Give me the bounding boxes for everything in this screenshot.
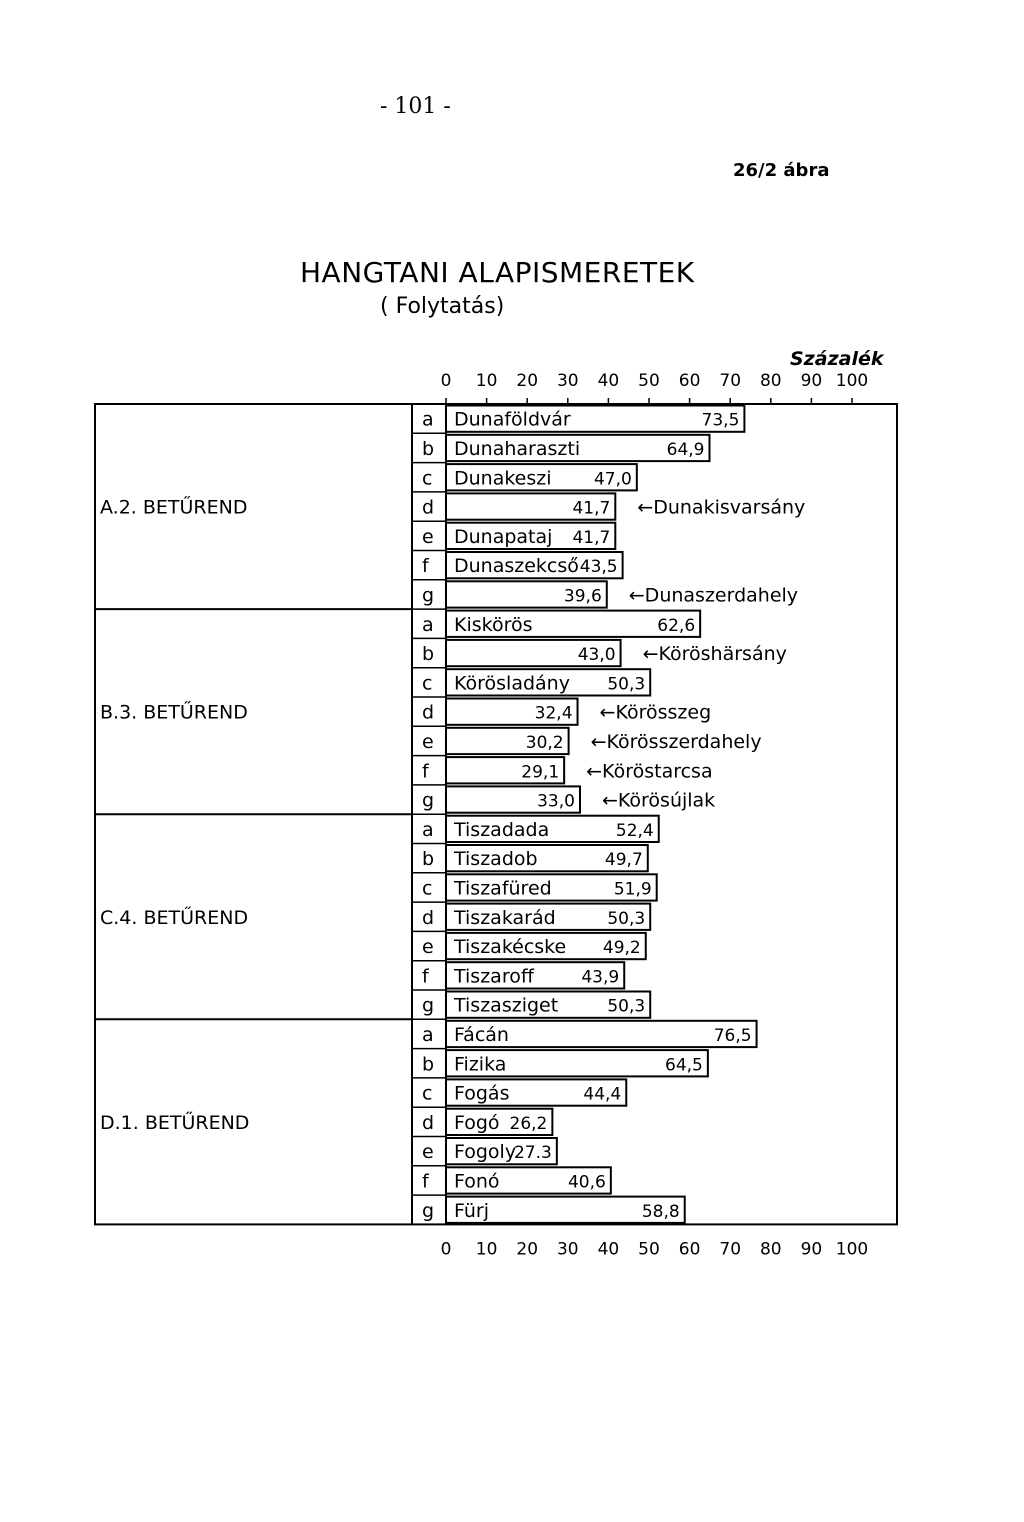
x-tick-label-top: 20 bbox=[516, 371, 539, 391]
x-tick-label-bottom: 100 bbox=[835, 1239, 869, 1260]
group-label: D.1. BETŰREND bbox=[100, 1111, 250, 1134]
x-tick-label-bottom: 80 bbox=[759, 1239, 782, 1260]
x-tick-label-bottom: 40 bbox=[597, 1239, 620, 1260]
x-tick-label-top: 40 bbox=[597, 371, 620, 391]
row-letter: a bbox=[422, 613, 434, 636]
bar-name-outside: ←Köröstarcsa bbox=[586, 760, 713, 783]
bar-value-label: 30,2 bbox=[525, 732, 564, 753]
bar-value-label: 64,9 bbox=[666, 439, 705, 460]
row-letter: g bbox=[422, 584, 435, 607]
bar-value-label: 40,6 bbox=[567, 1172, 606, 1193]
x-tick-label-top: 30 bbox=[556, 371, 579, 391]
bar-value-label: 51,9 bbox=[613, 879, 652, 900]
row-letter: a bbox=[422, 408, 434, 431]
bar-name-outside: ←Körösújlak bbox=[601, 789, 716, 812]
x-tick-label-bottom: 60 bbox=[678, 1239, 701, 1260]
bar-name-outside: ←Körösszeg bbox=[599, 701, 712, 724]
bar-value-label: 50,3 bbox=[607, 674, 646, 695]
bar-name-outside: ←Dunakisvarsány bbox=[637, 496, 806, 519]
bar-name-label: Fürj bbox=[454, 1199, 490, 1222]
bar-name-label: Tiszakécske bbox=[454, 936, 567, 959]
row-letter: e bbox=[422, 1141, 434, 1164]
bar-value-label: 41,7 bbox=[572, 527, 611, 548]
bar-name-label: Dunakeszi bbox=[454, 467, 552, 490]
row-letter: f bbox=[422, 965, 429, 988]
row-letter: d bbox=[422, 1111, 435, 1134]
row-letter: g bbox=[422, 994, 435, 1017]
bar-value-label: 43,5 bbox=[579, 557, 618, 578]
bar-name-label: Dunaföldvár bbox=[454, 408, 571, 431]
bar-value-label: 49,2 bbox=[602, 938, 641, 959]
row-letter: b bbox=[422, 1053, 435, 1076]
bar-name-label: Kiskörös bbox=[454, 613, 533, 636]
x-tick-label-top: 90 bbox=[800, 371, 823, 391]
bar-value-label: 73,5 bbox=[701, 410, 740, 431]
bar-name-label: Fogás bbox=[454, 1082, 510, 1105]
bar-name-label: Tiszadada bbox=[454, 818, 550, 841]
bar-value-label: 76,5 bbox=[713, 1025, 752, 1046]
page-number: - 101 - bbox=[380, 94, 451, 119]
bar-name-label: Fogó bbox=[454, 1111, 500, 1134]
chart-title: HANGTANI ALAPISMERETEK bbox=[300, 256, 695, 289]
x-tick-label-top: 70 bbox=[719, 371, 742, 391]
x-tick-label-bottom: 50 bbox=[638, 1239, 660, 1260]
x-tick-label-top: 0 bbox=[440, 371, 452, 391]
x-tick-label-top: 50 bbox=[638, 371, 660, 391]
bar-name-outside: ←Köröshärsány bbox=[642, 643, 787, 666]
x-tick-label-bottom: 70 bbox=[719, 1239, 742, 1260]
bar-value-label: 52,4 bbox=[615, 820, 654, 841]
bar-value-label: 27.3 bbox=[513, 1143, 552, 1164]
row-letter: a bbox=[422, 1023, 434, 1046]
row-letter: e bbox=[422, 525, 434, 548]
row-letter: d bbox=[422, 906, 435, 929]
x-tick-label-bottom: 10 bbox=[475, 1239, 498, 1260]
row-letter: f bbox=[422, 555, 429, 578]
bar-value-label: 64,5 bbox=[665, 1055, 703, 1076]
x-tick-label-bottom: 0 bbox=[440, 1239, 452, 1260]
bar-name-label: Tiszaroff bbox=[454, 965, 534, 988]
bar-name-label: Fogoly bbox=[454, 1141, 517, 1164]
bar-value-label: 32,4 bbox=[534, 703, 573, 724]
group-label: C.4. BETŰREND bbox=[100, 906, 249, 929]
row-letter: c bbox=[422, 672, 433, 695]
bar-name-outside: ←Körösszerdahely bbox=[590, 730, 762, 753]
bar-value-label: 39,6 bbox=[563, 586, 602, 607]
bar-name-outside: ←Dunaszerdahely bbox=[628, 584, 799, 607]
bar-name-label: Tiszafüred bbox=[454, 877, 552, 900]
unit-label: Százalék bbox=[790, 348, 884, 370]
bar-name-label: Tiszasziget bbox=[454, 994, 559, 1017]
bar-value-label: 44,4 bbox=[583, 1084, 622, 1105]
row-letter: g bbox=[422, 1199, 435, 1222]
row-letter: b bbox=[422, 437, 435, 460]
bar-value-label: 29,1 bbox=[521, 762, 560, 783]
x-tick-label-bottom: 90 bbox=[800, 1239, 823, 1260]
row-letter: g bbox=[422, 789, 435, 812]
row-letter: b bbox=[422, 848, 435, 871]
row-letter: a bbox=[422, 818, 434, 841]
x-tick-label-bottom: 20 bbox=[516, 1239, 539, 1260]
row-letter: f bbox=[422, 760, 429, 783]
row-letter: e bbox=[422, 936, 434, 959]
row-letter: f bbox=[422, 1170, 429, 1193]
bar-value-label: 33,0 bbox=[537, 791, 575, 812]
bar-value-label: 58,8 bbox=[641, 1201, 680, 1222]
bar-value-label: 50,3 bbox=[607, 996, 646, 1017]
row-letter: d bbox=[422, 701, 435, 724]
x-tick-label-top: 100 bbox=[835, 371, 869, 391]
row-letter: e bbox=[422, 730, 434, 753]
x-tick-label-top: 80 bbox=[759, 371, 782, 391]
row-letter: b bbox=[422, 643, 435, 666]
bar-name-label: Fonó bbox=[454, 1170, 500, 1193]
bar-name-label: Tiszadob bbox=[454, 848, 538, 871]
bar-name-label: Tiszakarád bbox=[454, 906, 556, 929]
bar-value-label: 62,6 bbox=[657, 615, 696, 636]
chart-subtitle: ( Folytatás) bbox=[380, 294, 505, 319]
x-tick-label-top: 60 bbox=[678, 371, 701, 391]
bar-value-label: 43,9 bbox=[581, 967, 620, 988]
figure-label: 26/2 ábra bbox=[733, 160, 830, 181]
bar-value-label: 26,2 bbox=[509, 1113, 548, 1134]
row-letter: c bbox=[422, 467, 433, 490]
bar-name-label: Körösladány bbox=[454, 672, 570, 695]
group-label: B.3. BETŰREND bbox=[100, 701, 248, 724]
bar-name-label: Dunapataj bbox=[454, 525, 553, 548]
bar-name-label: Fácán bbox=[454, 1023, 509, 1046]
bar-value-label: 41,7 bbox=[572, 498, 611, 519]
bar-name-label: Dunaszekcső bbox=[454, 555, 579, 578]
x-tick-label-bottom: 30 bbox=[556, 1239, 579, 1260]
group-label: A.2. BETŰREND bbox=[100, 496, 248, 519]
bar-value-label: 50,3 bbox=[607, 908, 646, 929]
bar-name-label: Dunaharaszti bbox=[454, 437, 581, 460]
bar-value-label: 43,0 bbox=[577, 645, 616, 666]
row-letter: d bbox=[422, 496, 435, 519]
row-letter: c bbox=[422, 877, 433, 900]
bar-value-label: 49,7 bbox=[604, 850, 643, 871]
x-tick-label-top: 10 bbox=[475, 371, 498, 391]
bar-name-label: Fizika bbox=[454, 1053, 507, 1076]
bar-value-label: 47,0 bbox=[593, 469, 632, 490]
row-letter: c bbox=[422, 1082, 433, 1105]
